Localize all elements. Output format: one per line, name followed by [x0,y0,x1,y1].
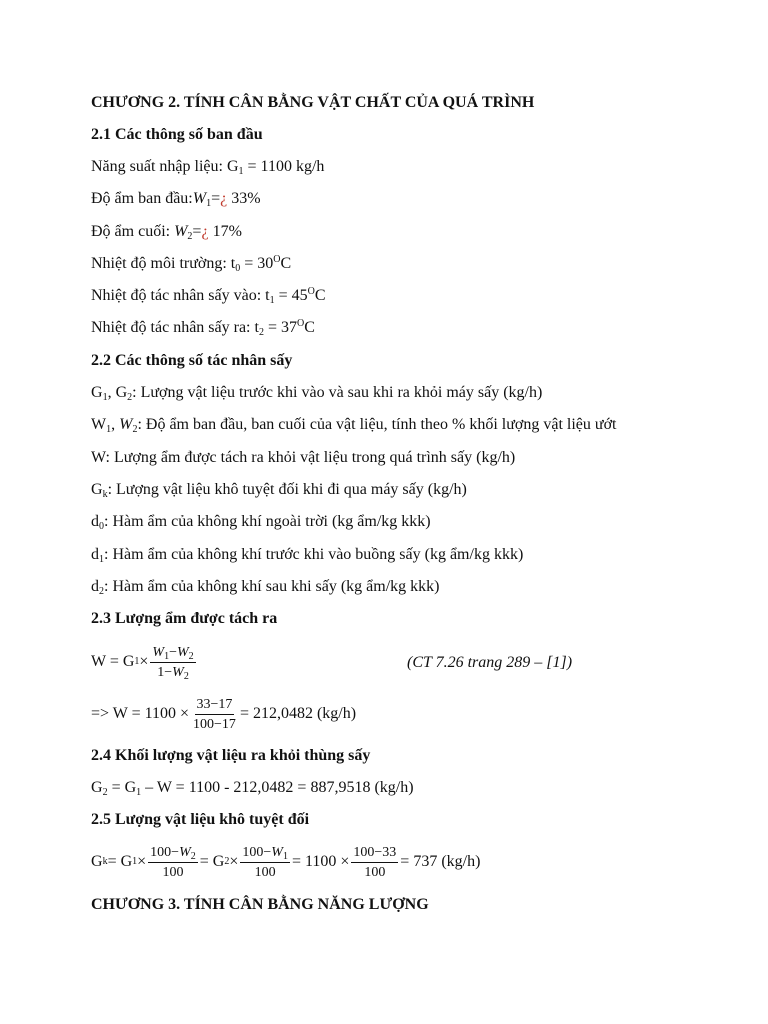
fraction: $\frac{100-W_2}{100}$ [150,844,196,880]
moisture-removed-calculation: => W = 1100 × $\frac{33-17}{100-17}$ = 212,0482 (kg/h) [91,696,357,732]
chapter-2-title: CHƯƠNG 2. TÍNH CÂN BẰNG VẬT CHẤT CỦA QUÁ TRÌNH [91,94,535,111]
final-moisture-line: Độ ẩm cuối: $W_2=¿$ 17% [91,223,242,242]
definition-gk: $G_k$: Lượng vật liệu khô tuyệt đối khi đi qua máy sấy (kg/h) [91,481,467,500]
definition-g1-g2: $G_1$, $G_2$: Lượng vật liệu trước khi vào và sau khi ra khỏi máy sấy (kg/h) [91,384,543,403]
initial-moisture-line: Độ ẩm ban $đầu:W_1=¿$ 33% [91,190,261,209]
definition-w: W: Lượng ẩm được tách ra khỏi vật liệu trong quá trình sấy (kg/h) [91,449,516,466]
ambient-temp-line: Nhiệt độ môi trường: $t_0 = 30^OC$ [91,254,292,274]
missing-char-glyph: ¿ [220,190,228,207]
section-2-2-heading: 2.2 Các thông số tác nhân sấy [91,352,293,369]
section-2-1-heading: 2.1 Các thông số ban đầu [91,126,263,143]
chapter-3-title: CHƯƠNG 3. TÍNH CÂN BẰNG NĂNG LƯỢNG [91,896,429,913]
output-mass-formula: $G_2 = G_1 - W = 1100 - 212,0482 = 887,9518$ (kg/h) [91,779,414,798]
definition-w1-w2: $W_1$, $W_2$: Độ ẩm ban đầu, ban cuối của vật liệu, tính theo % khối lượng vật liệu ướt [91,416,617,435]
fraction: $\frac{100-33}{100}$ [353,844,397,880]
fraction: $\frac{W_1-W_2}{1-W_2}$ [152,644,194,682]
definition-d2: $d_2$: Hàm ẩm của không khí sau khi sấy (kg ẩm/kg kkk) [91,578,440,597]
inlet-temp-line: Nhiệt độ tác nhân sấy vào: $t_1 = 45^OC$ [91,286,326,306]
fraction: $\frac{33-17}{100-17}$ [193,696,236,732]
section-2-4-heading: 2.4 Khối lượng vật liệu ra khỏi thùng sấy [91,747,371,764]
moisture-removed-formula: W = G 1 × $\frac{W_1-W_2}{1-W_2}$ [91,644,194,682]
section-2-5-heading: 2.5 Lượng vật liệu khô tuyệt đối [91,811,310,828]
feed-capacity-line: Năng suất nhập liệu: $G_1 = 1100$ kg/h [91,158,325,177]
definition-d1: $d_1$: Hàm ẩm của không khí trước khi vào buồng sấy (kg ẩm/kg kkk) [91,546,524,565]
formula-reference: (CT 7.26 trang 289 – [1]) [407,654,573,671]
missing-char-glyph: ¿ [201,223,209,240]
definition-d0: $d_0$: Hàm ẩm của không khí ngoài trời (kg ẩm/kg kkk) [91,513,431,532]
section-2-3-heading: 2.3 Lượng ẩm được tách ra [91,610,278,627]
fraction: $\frac{100-W_1}{100}$ [242,844,288,880]
outlet-temp-line: Nhiệt độ tác nhân sấy ra: $t_2 = 37^OC$ [91,318,315,338]
dry-mass-formula: G k = G 1 × $\frac{100-W_2}{100}$ = G 2 × $\frac{100-W_1}{100}$ = 1100 × $\frac{100-33}{100}$ = 737 (kg/h) [91,844,481,880]
